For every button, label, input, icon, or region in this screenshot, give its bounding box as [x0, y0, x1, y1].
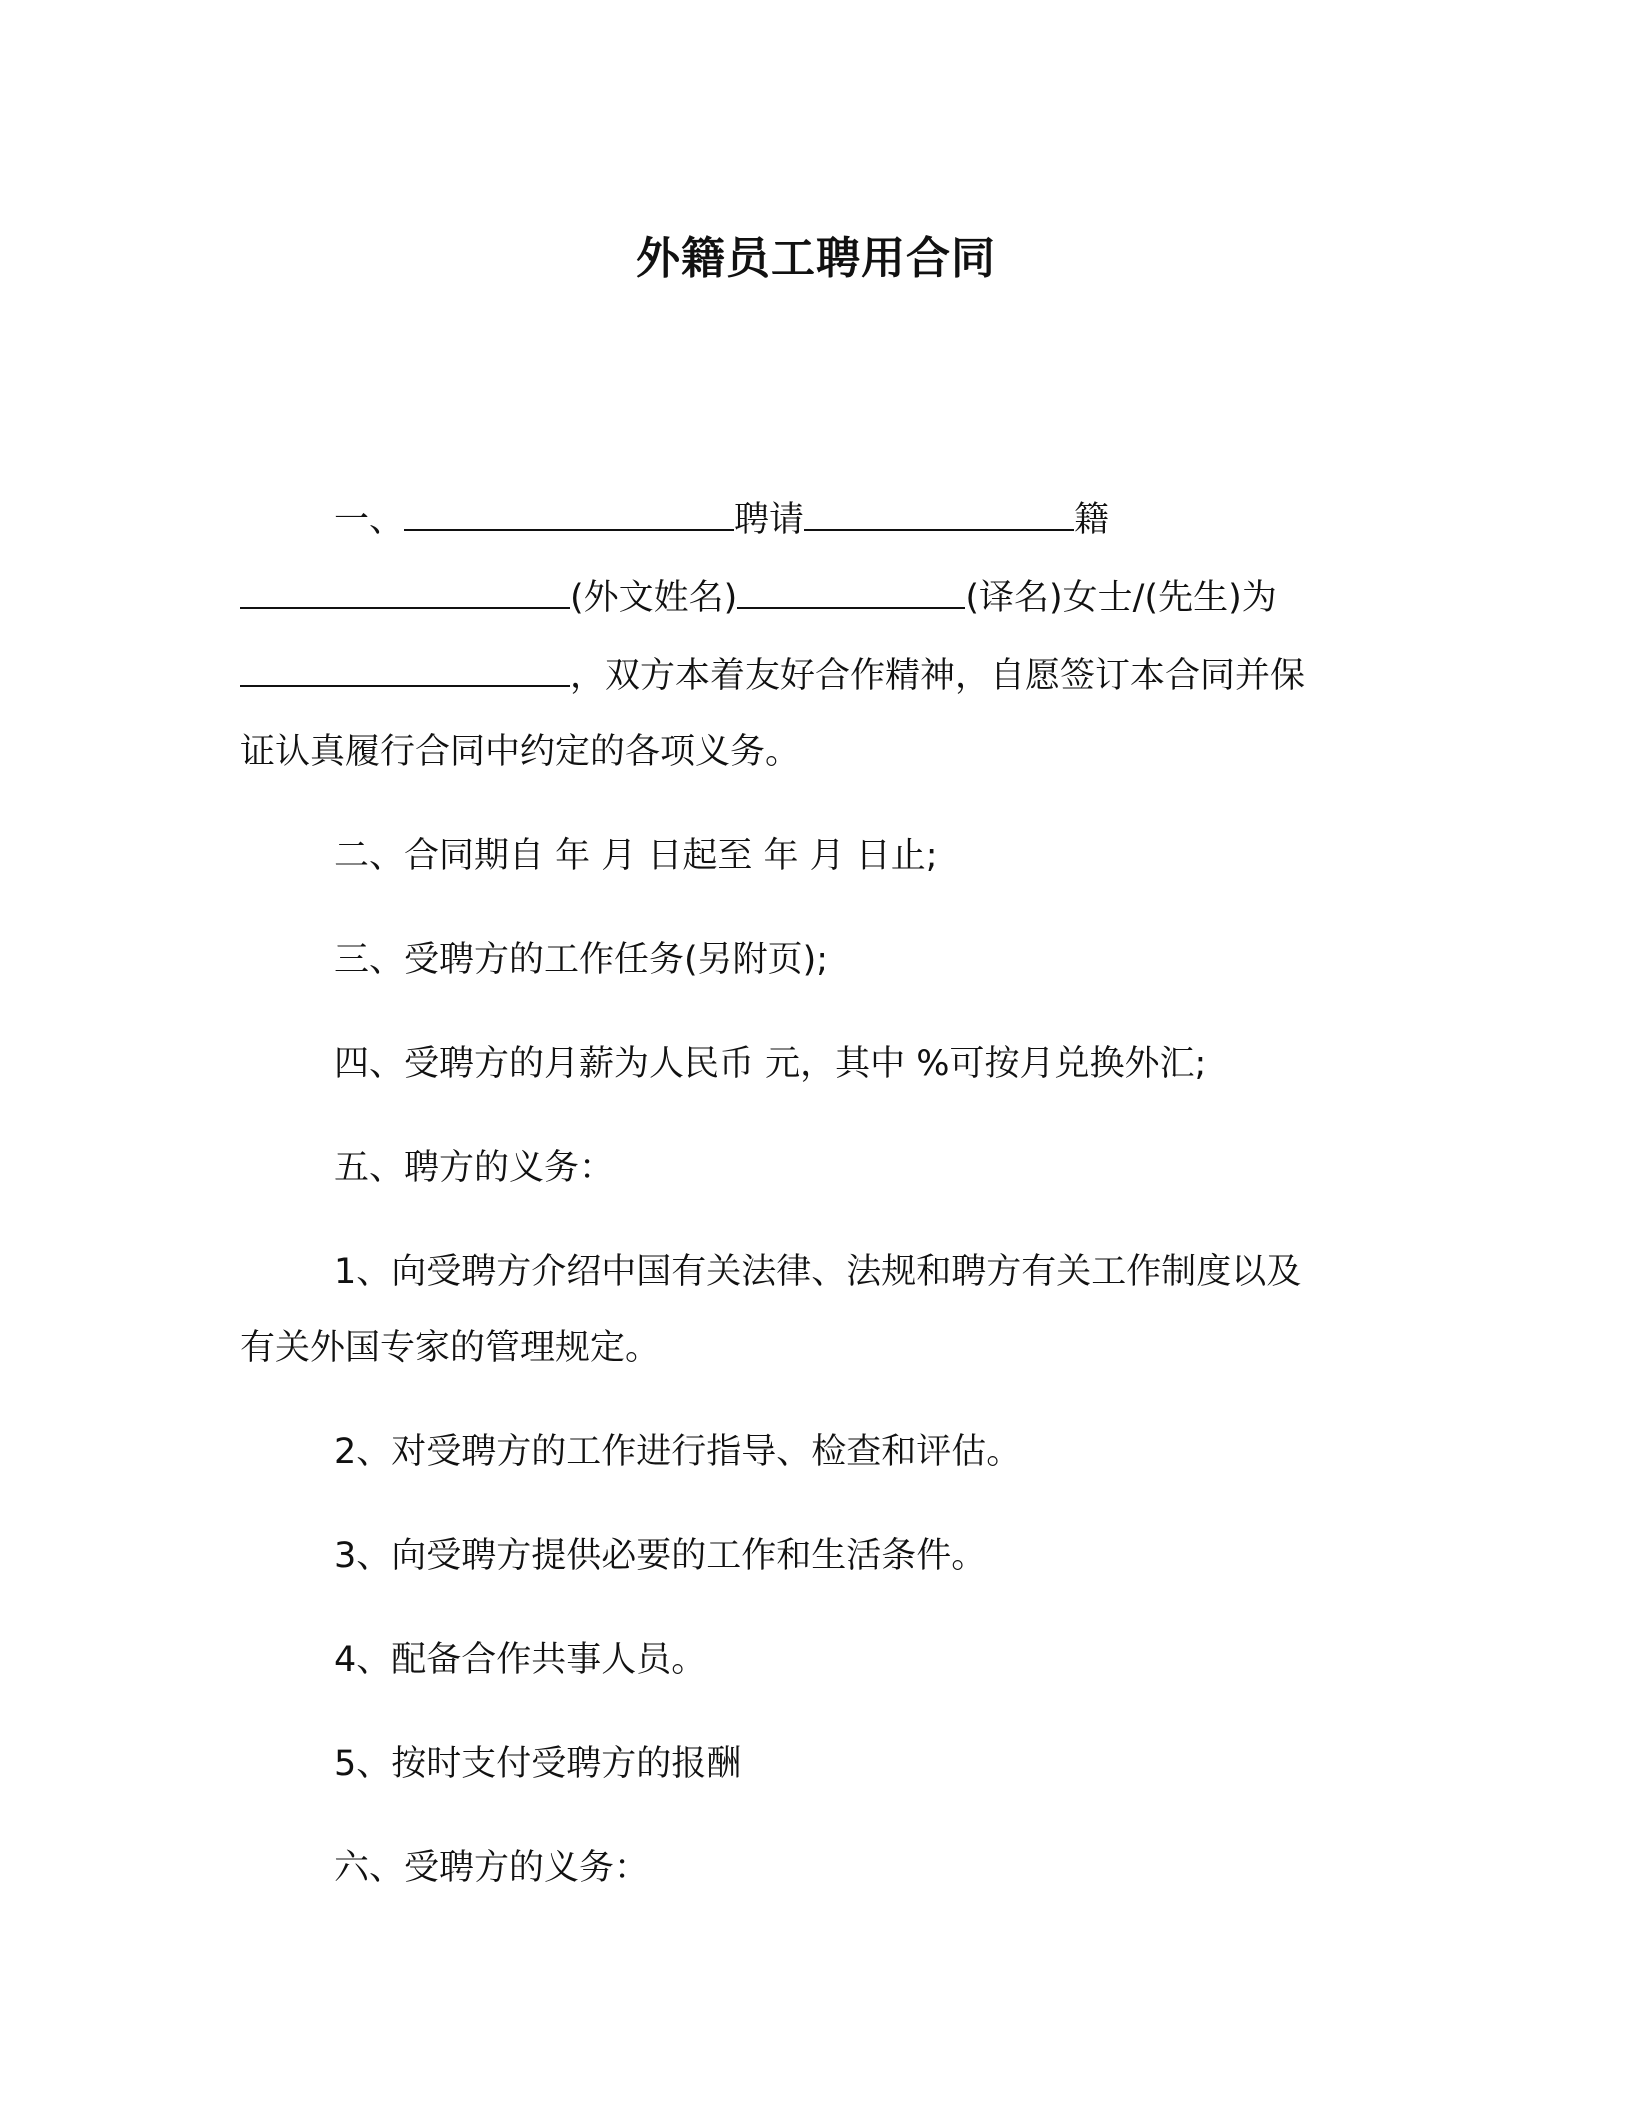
clause-1-line-1 — [334, 494, 1109, 546]
obligation-item-1-line-2: 有关外国专家的管理规定。 — [240, 1328, 661, 1368]
clause-1-line-2 — [240, 572, 1277, 624]
obligation-item-5: 5、按时支付受聘方的报酬 — [334, 1744, 742, 1784]
clause-3: 三、受聘方的工作任务(另附页); — [334, 940, 829, 980]
nationality-blank — [804, 499, 1074, 531]
clause-1-hire-text: 聘请 — [734, 500, 805, 540]
clause-6: 六、受聘方的义务： — [334, 1848, 650, 1888]
clause-1-line-3 — [240, 650, 1305, 702]
foreign-name-blank — [240, 577, 570, 609]
obligation-item-4: 4、配备合作共事人员。 — [334, 1640, 707, 1680]
obligation-item-1-line-1: 1、向受聘方介绍中国有关法律、法规和聘方有关工作制度以及 — [334, 1252, 1302, 1292]
clause-1-nationality-text: 籍 — [1074, 500, 1110, 540]
translated-name-blank — [737, 577, 965, 609]
foreign-name-label: (外文姓名) — [570, 578, 738, 618]
clause-5: 五、聘方的义务： — [334, 1148, 615, 1188]
employer-name-blank — [404, 499, 734, 531]
clause-1-line-4: 证认真履行合同中约定的各项义务。 — [240, 732, 801, 772]
clause-1-prefix: 一、 — [334, 500, 405, 540]
clause-4: 四、受聘方的月薪为人民币 元，其中 %可按月兑换外汇; — [334, 1044, 1207, 1084]
clause-2: 二、合同期自 年 月 日起至 年 月 日止; — [334, 836, 938, 876]
obligation-item-3: 3、向受聘方提供必要的工作和生活条件。 — [334, 1536, 987, 1576]
obligation-item-2: 2、对受聘方的工作进行指导、检查和评估。 — [334, 1432, 1022, 1472]
translated-name-label: (译名)女士/(先生)为 — [965, 578, 1277, 618]
position-blank — [240, 655, 570, 687]
clause-1-spirit-text: ，双方本着友好合作精神，自愿签订本合同并保 — [570, 656, 1306, 696]
document-title: 外籍员工聘用合同 — [636, 233, 996, 284]
